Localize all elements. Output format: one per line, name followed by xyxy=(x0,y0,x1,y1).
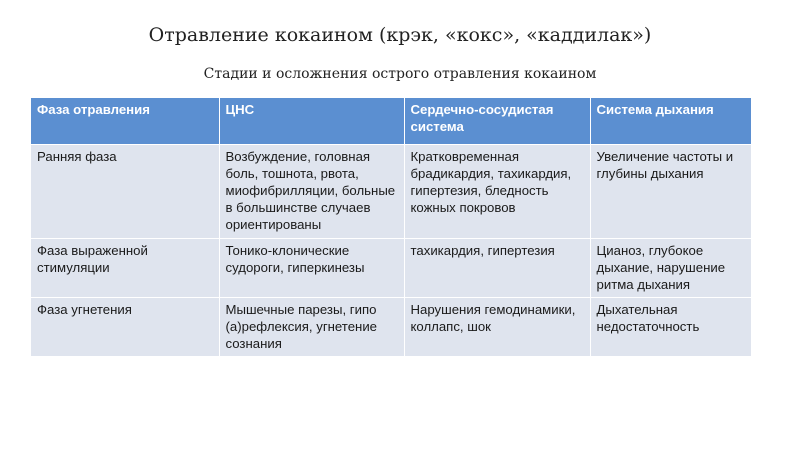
cell-respiratory: Увеличение частоты и глубины дыхания xyxy=(590,145,751,239)
table-row xyxy=(31,145,751,239)
table-header-row xyxy=(31,98,751,145)
cell-cardiovascular: тахикардия, гипертезия xyxy=(404,239,590,298)
slide-title: Отравление кокаином (крэк, «кокс», «каддилак») xyxy=(148,24,652,46)
header-cardiovascular: Сердечно-сосудистая система xyxy=(404,98,590,145)
cell-cns: Мышечные парезы, гипо (а)рефлексия, угнетение сознания xyxy=(219,298,404,357)
cell-phase: Фаза угнетения xyxy=(31,298,219,357)
cell-phase: Ранняя фаза xyxy=(31,145,219,239)
cell-phase: Фаза выраженной стимуляции xyxy=(31,239,219,298)
header-phase: Фаза отравления xyxy=(31,98,219,145)
table-row xyxy=(31,298,751,357)
header-cns: ЦНС xyxy=(219,98,404,145)
cell-respiratory: Дыхательная недостаточность xyxy=(590,298,751,357)
slide-subtitle: Стадии и осложнения острого отравления кокаином xyxy=(203,66,597,82)
header-respiratory: Система дыхания xyxy=(590,98,751,145)
cell-cns: Возбуждение, головная боль, тошнота, рвота, миофибрилляции, больные в большинстве случаев ориентированы xyxy=(219,145,404,239)
poisoning-stages-table xyxy=(31,98,751,356)
table-row xyxy=(31,239,751,298)
cell-cardiovascular: Кратковременная брадикардия, тахикардия, гипертезия, бледность кожных покровов xyxy=(404,145,590,239)
cell-cns: Тонико-клонические судороги, гиперкинезы xyxy=(219,239,404,298)
cell-cardiovascular: Нарушения гемодинамики, коллапс, шок xyxy=(404,298,590,357)
cell-respiratory: Цианоз, глубокое дыхание, нарушение ритма дыхания xyxy=(590,239,751,298)
